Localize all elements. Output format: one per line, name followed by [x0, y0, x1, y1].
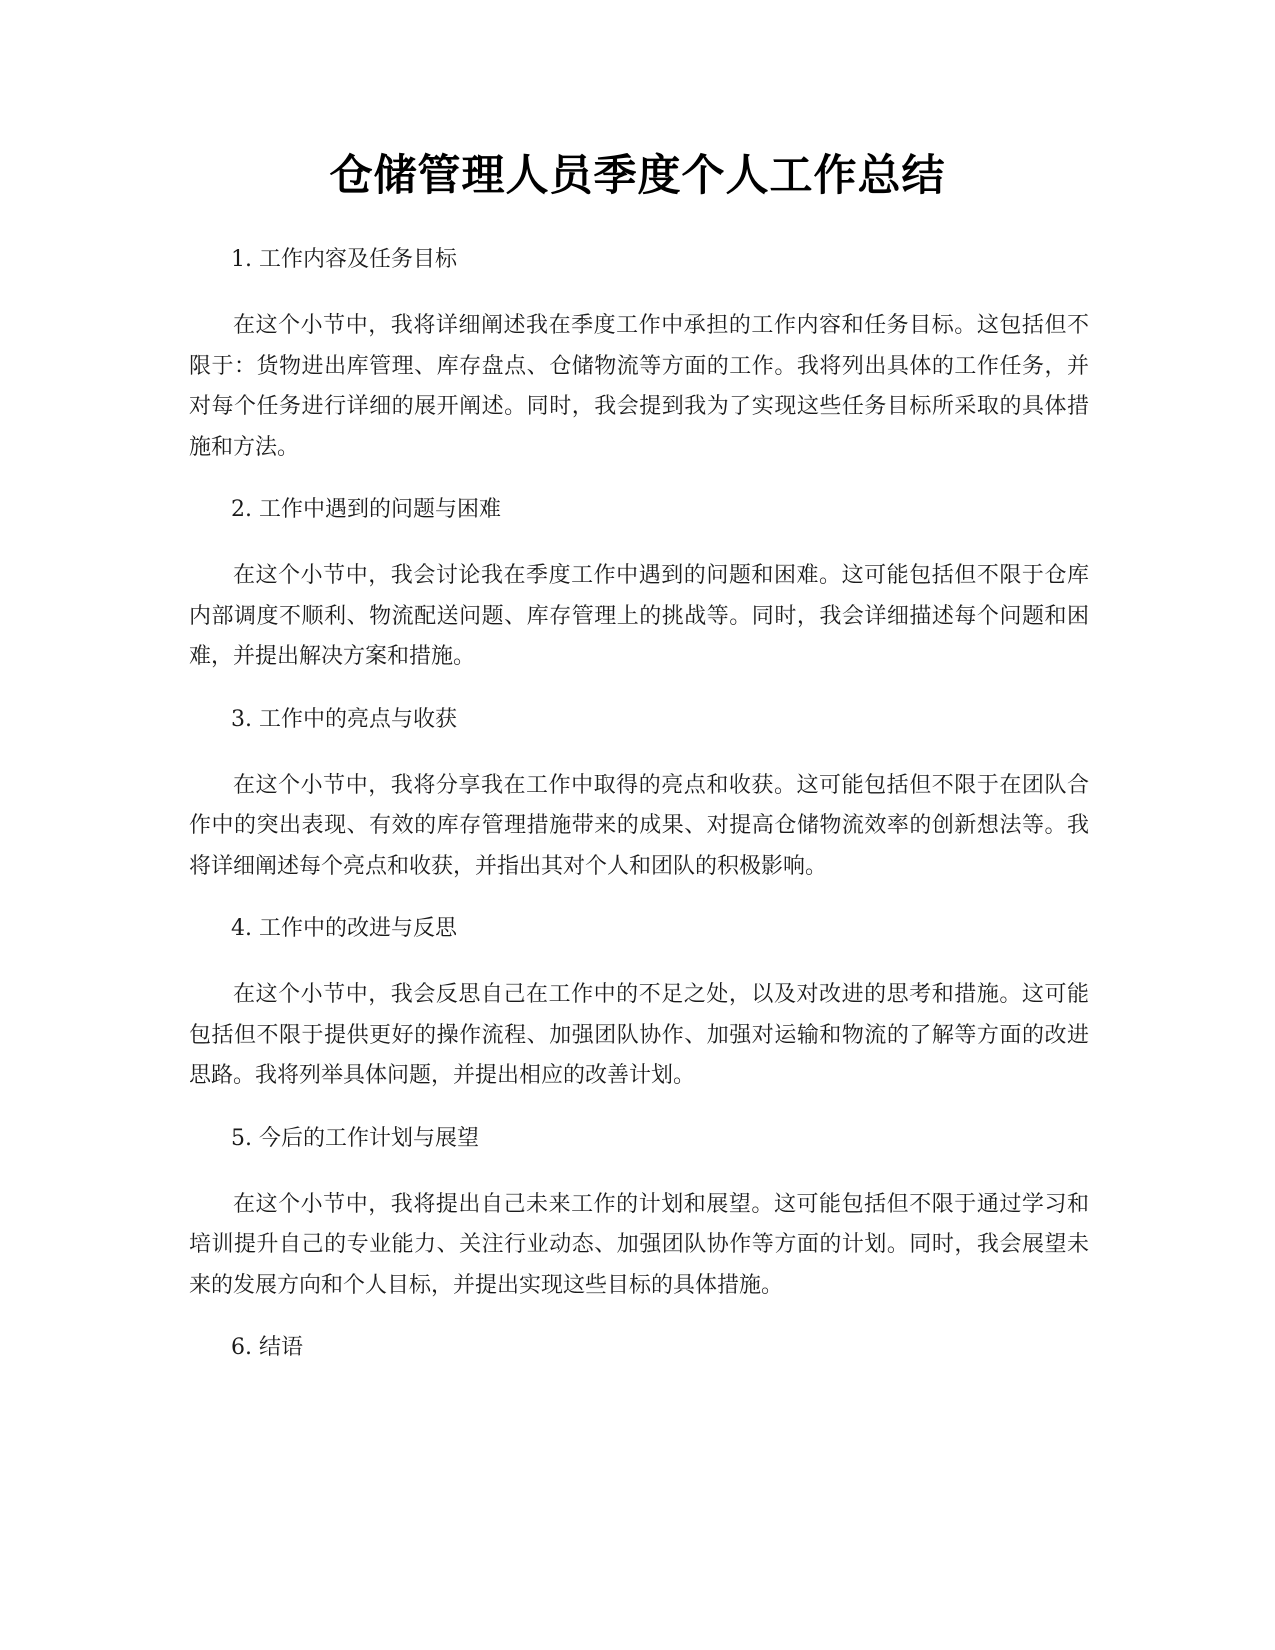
section-heading-3: 3. 工作中的亮点与收获 [231, 706, 457, 732]
section-heading-2: 2. 工作中遇到的问题与困难 [231, 497, 501, 522]
section-heading-4: 4. 工作中的改进与反思 [231, 916, 457, 941]
section-paragraph-5: 在这个小节中，我将提出自己未来工作的计划和展望。这可能包括但不限于通过学习和培训提升自己的专业能力、关注行业动态、加强团队协作等方面的计划。同时，我会展望未来的发展方向和个人目标，并提出实现这些目标的具体措施。 [189, 1191, 1089, 1298]
section-heading-1: 1. 工作内容及任务目标 [231, 247, 457, 272]
section-paragraph-1: 在这个小节中，我将详细阐述我在季度工作中承担的工作内容和任务目标。这包括但不限于：货物进出库管理、库存盘点、仓储物流等方面的工作。我将列出具体的工作任务，并对每个任务进行详细的展开阐述。同时，我会提到我为了实现这些任务目标所采取的具体措施和方法。 [189, 313, 1089, 460]
section-paragraph-3: 在这个小节中，我将分享我在工作中取得的亮点和收获。这可能包括但不限于在团队合作中的突出表现、有效的库存管理措施带来的成果、对提高仓储物流效率的创新想法等。我将详细阐述每个亮点和收获，并指出其对个人和团队的积极影响。 [189, 772, 1089, 879]
document-title: 仓储管理人员季度个人工作总结 [329, 151, 946, 201]
section-heading-6: 6. 结语 [231, 1335, 303, 1360]
section-paragraph-2: 在这个小节中，我会讨论我在季度工作中遇到的问题和困难。这可能包括但不限于仓库内部调度不顺利、物流配送问题、库存管理上的挑战等。同时，我会详细描述每个问题和困难，并提出解决方案和措施。 [189, 563, 1089, 669]
section-paragraph-4: 在这个小节中，我会反思自己在工作中的不足之处，以及对改进的思考和措施。这可能包括但不限于提供更好的操作流程、加强团队协作、加强对运输和物流的了解等方面的改进思路。我将列举具体问题，并提出相应的改善计划。 [189, 982, 1089, 1088]
document-body [189, 244, 1089, 1394]
section-heading-5: 5. 今后的工作计划与展望 [231, 1125, 479, 1151]
